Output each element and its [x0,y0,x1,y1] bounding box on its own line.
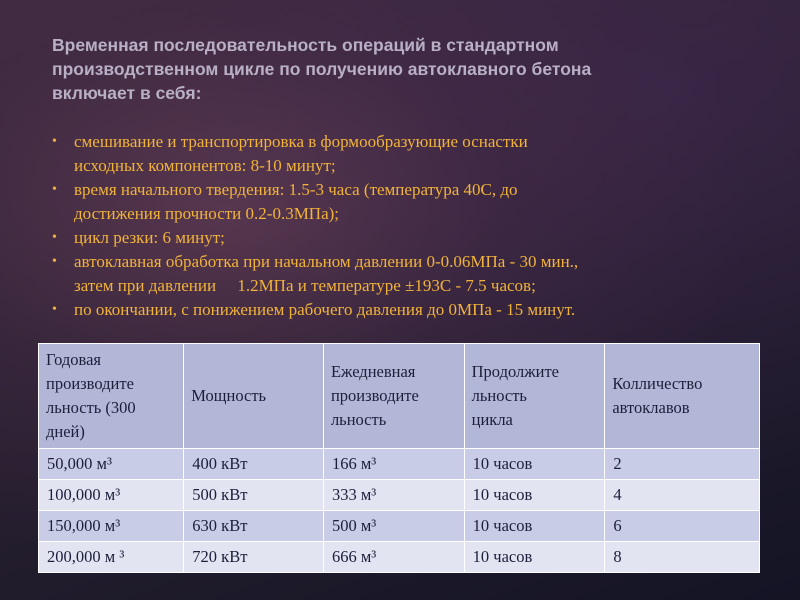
list-item-line: по окончании, с понижением рабочего давления до 0МПа - 15 минут. [74,300,576,319]
header-line: Колличество [612,374,703,393]
intro-line: Временная последовательность операций в стандартном [52,35,559,55]
header-line: Продолжите [471,362,560,381]
bullet-icon: • [52,182,57,197]
table-cell: 4 [605,480,760,511]
table-cell: 166 м³ [323,449,464,480]
table-cell: 500 кВт [184,480,324,511]
header-line: Годовая [46,350,101,369]
table-cell: 666 м³ [323,542,464,573]
header-line: льность (300 [46,398,136,417]
header-line: производите [46,374,134,393]
list-item [52,178,772,226]
table-cell: 333 м³ [323,480,464,511]
table-header [39,344,760,449]
list-item-line: смешивание и транспортировка в формообразующие оснастки [74,132,528,151]
list-item-line: время начального твердения: 1.5-3 часа (температура 40С, до [74,180,518,199]
intro-heading [52,33,772,105]
table-cell: 6 [605,511,760,542]
header-line: льность [330,410,387,429]
header-line: Мощность [191,386,267,405]
table-cell: 10 часов [464,542,605,573]
list-item [52,298,772,322]
header-line: производите [330,386,419,405]
table-cell: 200,000 м ³ [39,542,184,573]
column-header-cycle-duration [464,344,605,449]
header-line: Ежедневная [330,362,416,381]
table-cell: 50,000 м³ [39,449,184,480]
bullet-icon: • [52,254,57,269]
header-line: льность [471,386,527,405]
header-line: цикла [471,410,513,429]
table-cell: 630 кВт [184,511,324,542]
bullet-icon: • [52,230,57,245]
list-item-line: достижения прочности 0.2-0.3МПа); [74,204,340,223]
table-cell: 8 [605,542,760,573]
intro-line: включает в себя: [52,83,202,103]
list-item-line: затем при давлении 1.2МПа и температуре ±193С - 7.5 часов; [74,276,536,295]
list-item-line: автоклавная обработка при начальном давлении 0-0.06МПа - 30 мин., [74,252,579,271]
list-item [52,130,772,178]
table-row [39,449,760,480]
table-cell: 10 часов [464,511,605,542]
column-header-annual-output [39,344,184,449]
header-line: автоклавов [612,398,690,417]
autoclave-table [38,343,760,573]
bullet-icon: • [52,134,57,149]
table-cell: 2 [605,449,760,480]
table-cell: 150,000 м³ [39,511,184,542]
table-row [39,480,760,511]
table-body [39,449,760,573]
list-item-line: цикл резки: 6 минут; [74,228,225,247]
list-item-line: исходных компонентов: 8-10 минут; [74,156,336,175]
table-header-row [39,344,760,449]
table-cell: 100,000 м³ [39,480,184,511]
table-cell: 400 кВт [184,449,324,480]
column-header-daily-output [323,344,464,449]
table-row [39,542,760,573]
operations-list [52,130,772,322]
list-item [52,226,772,250]
column-header-power [184,344,324,449]
column-header-autoclave-count [605,344,760,449]
table-row [39,511,760,542]
table-cell: 10 часов [464,449,605,480]
bullet-icon: • [52,302,57,317]
table-cell: 720 кВт [184,542,324,573]
table-cell: 10 часов [464,480,605,511]
intro-line: производственном цикле по получению автоклавного бетона [52,59,592,79]
header-line: дней) [46,422,85,441]
list-item [52,250,772,298]
table-cell: 500 м³ [323,511,464,542]
